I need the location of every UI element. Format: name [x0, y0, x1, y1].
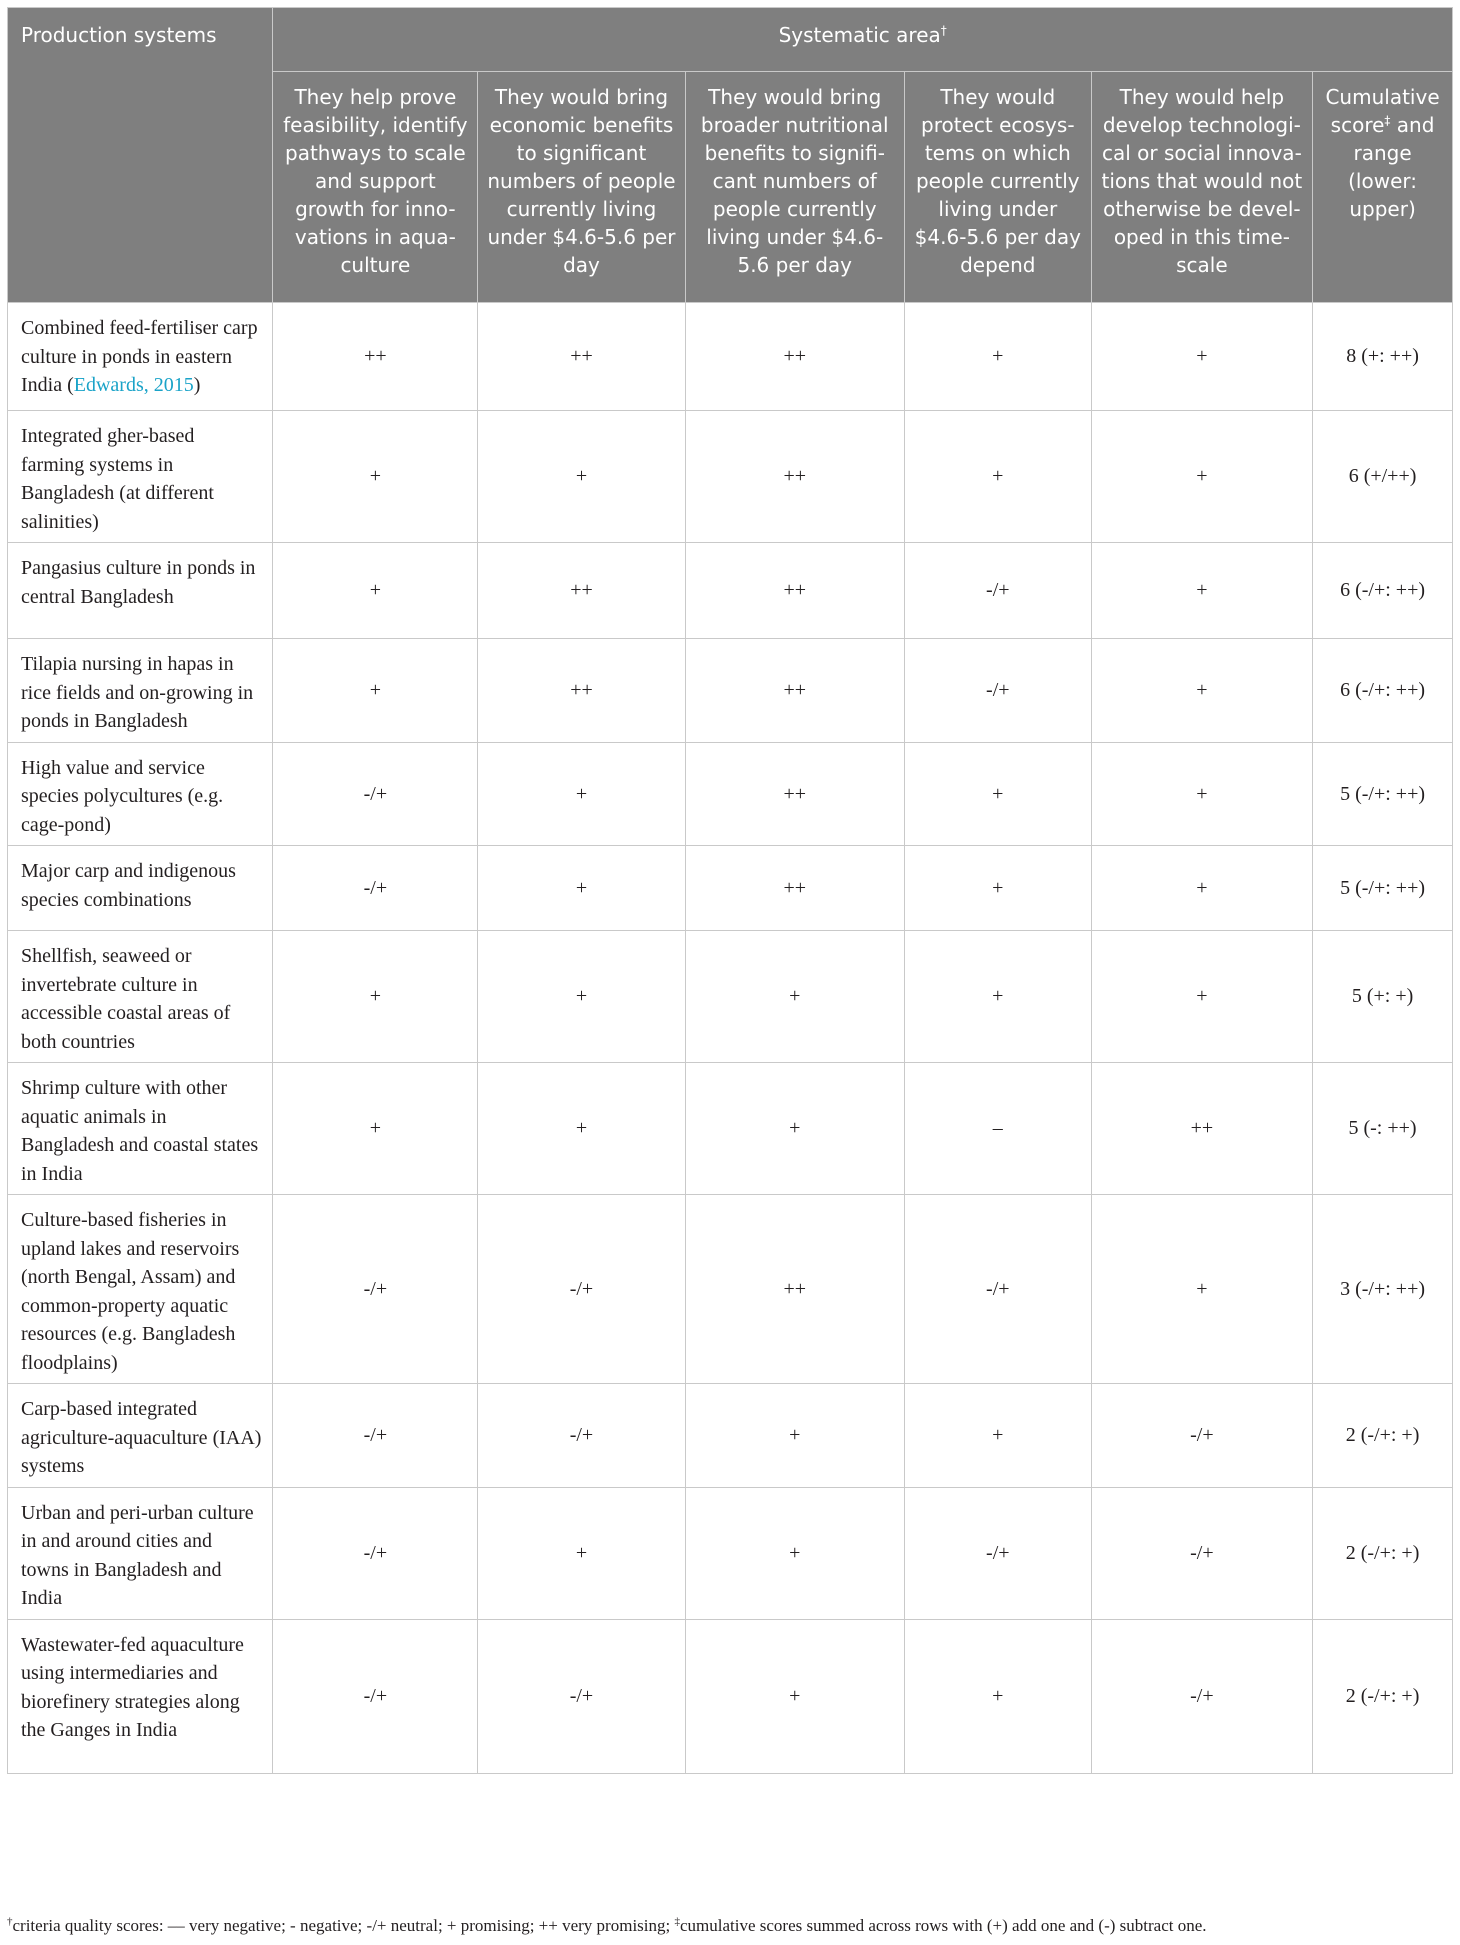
production-systems-table: [7, 7, 1453, 1774]
score-cell: +: [904, 411, 1091, 543]
score-cell: ++: [685, 639, 904, 743]
cumulative-score-cell: 5 (+: +): [1313, 931, 1453, 1063]
score-cell: +: [1091, 411, 1312, 543]
score-cell: +: [478, 931, 685, 1063]
score-cell: -/+: [273, 846, 478, 931]
score-cell: ++: [478, 543, 685, 639]
score-cell: +: [1091, 846, 1312, 931]
table-row: [8, 846, 1453, 931]
cumulative-score-cell: 6 (-/+: ++): [1313, 639, 1453, 743]
score-cell: -/+: [273, 1384, 478, 1488]
header-production-systems: Production systems: [8, 8, 273, 303]
cumulative-score-cell: 2 (-/+: +): [1313, 1384, 1453, 1488]
table-row: [8, 543, 1453, 639]
score-cell: +: [1091, 303, 1312, 411]
header-col-feasibility: They help prove feasibility, identify pathways to scale and support growth for inno-vations in aqua-culture: [273, 72, 478, 303]
score-cell: +: [273, 411, 478, 543]
header-systematic-area: Systematic area†: [273, 8, 1453, 72]
score-cell: +: [685, 1384, 904, 1488]
data-table-container: [7, 7, 1453, 1774]
score-cell: -/+: [273, 1619, 478, 1773]
score-cell: +: [904, 742, 1091, 846]
row-production-system: Major carp and indigenous species combinations: [8, 846, 273, 931]
score-cell: +: [273, 543, 478, 639]
score-cell: +: [478, 1063, 685, 1195]
score-cell: -/+: [904, 639, 1091, 743]
row-production-system: Urban and peri-urban culture in and around cities and towns in Bangladesh and India: [8, 1487, 273, 1619]
score-cell: +: [904, 303, 1091, 411]
row-production-system: High value and service species polycultures (e.g. cage-pond): [8, 742, 273, 846]
row-production-system: Shrimp culture with other aquatic animals in Bangladesh and coastal states in India: [8, 1063, 273, 1195]
score-cell: -/+: [273, 1487, 478, 1619]
table-row: [8, 1063, 1453, 1195]
score-cell: +: [904, 1619, 1091, 1773]
score-cell: -/+: [273, 1195, 478, 1384]
score-cell: +: [1091, 639, 1312, 743]
score-cell: +: [1091, 742, 1312, 846]
score-cell: -/+: [273, 742, 478, 846]
score-cell: -/+: [904, 543, 1091, 639]
row-production-system: Pangasius culture in ponds in central Bangladesh: [8, 543, 273, 639]
score-cell: +: [478, 742, 685, 846]
score-cell: +: [904, 846, 1091, 931]
dagger-mark: †: [940, 23, 947, 38]
row-production-system: Integrated gher-based farming systems in Bangladesh (at different salinities): [8, 411, 273, 543]
score-cell: +: [1091, 543, 1312, 639]
score-cell: +: [685, 1619, 904, 1773]
table-row: [8, 303, 1453, 411]
header-col-innovations: They would help develop technologi-cal or social innova-tions that would not otherwise be devel-oped in this time-scale: [1091, 72, 1312, 303]
table-row: [8, 1487, 1453, 1619]
row-production-system: Combined feed-fertiliser carp culture in ponds in eastern India (Edwards, 2015): [8, 303, 273, 411]
table-row: [8, 639, 1453, 743]
score-cell: ++: [478, 639, 685, 743]
score-cell: ++: [685, 742, 904, 846]
row-production-system: Culture-based fisheries in upland lakes and reservoirs (north Bengal, Assam) and common-property aquatic resources (e.g. Bangladesh floodplains): [8, 1195, 273, 1384]
score-cell: +: [1091, 931, 1312, 1063]
score-cell: ++: [685, 303, 904, 411]
reference-link[interactable]: Edwards, 2015: [73, 374, 194, 396]
score-cell: -/+: [904, 1487, 1091, 1619]
score-cell: -/+: [904, 1195, 1091, 1384]
table-row: [8, 931, 1453, 1063]
cumulative-score-cell: 5 (-: ++): [1313, 1063, 1453, 1195]
score-cell: +: [273, 639, 478, 743]
row-production-system: Tilapia nursing in hapas in rice fields and on-growing in ponds in Bangladesh: [8, 639, 273, 743]
cumulative-score-cell: 2 (-/+: +): [1313, 1487, 1453, 1619]
score-cell: +: [478, 846, 685, 931]
score-cell: -/+: [478, 1619, 685, 1773]
score-cell: ++: [685, 1195, 904, 1384]
cumulative-score-cell: 5 (-/+: ++): [1313, 846, 1453, 931]
table-row: [8, 1195, 1453, 1384]
score-cell: +: [478, 1487, 685, 1619]
score-cell: +: [685, 1487, 904, 1619]
cumulative-score-cell: 3 (-/+: ++): [1313, 1195, 1453, 1384]
cumulative-score-cell: 8 (+: ++): [1313, 303, 1453, 411]
header-col-ecosystems: They would protect ecosys-tems on which people currently living under $4.6-5.6 per day depend: [904, 72, 1091, 303]
table-row: [8, 742, 1453, 846]
score-cell: +: [478, 411, 685, 543]
score-cell: ++: [273, 303, 478, 411]
cumulative-score-cell: 2 (-/+: +): [1313, 1619, 1453, 1773]
score-cell: +: [273, 931, 478, 1063]
double-dagger-mark: ‡: [1384, 113, 1391, 128]
table-row: [8, 1384, 1453, 1488]
score-cell: +: [685, 1063, 904, 1195]
table-footnote: †criteria quality scores: –– very negative; - negative; -/+ neutral; + promising; ++ very promising; ‡cumulative scores summed across rows with (+) add one and (-) subtract one.: [7, 1915, 1207, 1935]
row-production-system: Shellfish, seaweed or invertebrate culture in accessible coastal areas of both countries: [8, 931, 273, 1063]
score-cell: –: [904, 1063, 1091, 1195]
score-cell: -/+: [1091, 1619, 1312, 1773]
score-cell: +: [273, 1063, 478, 1195]
score-cell: +: [904, 1384, 1091, 1488]
table-row: [8, 1619, 1453, 1773]
table-body: [8, 303, 1453, 1774]
cumulative-score-cell: 5 (-/+: ++): [1313, 742, 1453, 846]
score-cell: -/+: [478, 1195, 685, 1384]
score-cell: -/+: [478, 1384, 685, 1488]
score-cell: +: [1091, 1195, 1312, 1384]
score-cell: ++: [478, 303, 685, 411]
score-cell: ++: [685, 543, 904, 639]
score-cell: +: [685, 931, 904, 1063]
table-row: [8, 411, 1453, 543]
score-cell: -/+: [1091, 1384, 1312, 1488]
score-cell: ++: [685, 411, 904, 543]
score-cell: ++: [685, 846, 904, 931]
header-col-nutritional: They would bring broader nutritional benefits to signifi-cant numbers of people currently living under $4.6-5.6 per day: [685, 72, 904, 303]
score-cell: +: [904, 931, 1091, 1063]
score-cell: -/+: [1091, 1487, 1312, 1619]
row-production-system: Carp-based integrated agriculture-aquaculture (IAA) systems: [8, 1384, 273, 1488]
score-cell: ++: [1091, 1063, 1312, 1195]
header-col-cumulative: Cumulative score‡ and range (lower: upper): [1313, 72, 1453, 303]
cumulative-score-cell: 6 (+/++): [1313, 411, 1453, 543]
row-production-system: Wastewater-fed aquaculture using intermediaries and biorefinery strategies along the Ganges in India: [8, 1619, 273, 1773]
header-col-economic: They would bring economic benefits to significant numbers of people currently living under $4.6-5.6 per day: [478, 72, 685, 303]
cumulative-score-cell: 6 (-/+: ++): [1313, 543, 1453, 639]
